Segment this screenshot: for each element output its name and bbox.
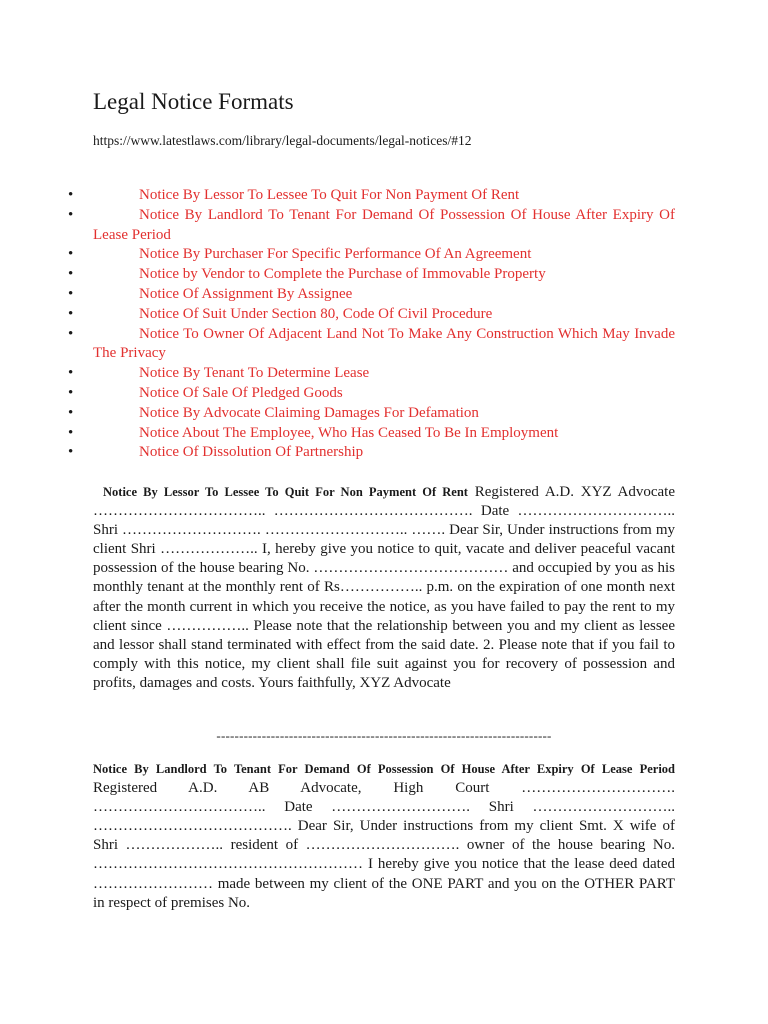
list-item [68, 325, 675, 365]
list-item [68, 384, 675, 404]
bullet-icon: • [68, 187, 74, 203]
bullet-icon: • [68, 285, 74, 302]
bullet-icon: • [68, 444, 74, 461]
section-divider: -------------------------------------------------------------------------- [216, 728, 552, 743]
list-item [68, 305, 675, 325]
list-item [68, 265, 675, 285]
list-item-label: Notice By Purchaser For Specific Performance Of An Agreement [139, 246, 532, 263]
list-item [68, 424, 675, 444]
list-item-label: Notice Of Assignment By Assignee [139, 285, 353, 302]
notice-section-lessor [93, 483, 675, 693]
list-item [68, 245, 675, 265]
list-item-label: Notice To Owner Of Adjacent Land Not To Make Any Construction Which May Invade The Privacy [93, 325, 675, 362]
list-item [68, 186, 675, 206]
source-url-text: https://www.latestlaws.com/library/legal-documents/legal-notices/#12 [93, 133, 472, 148]
list-item [68, 285, 675, 305]
list-item-label: Notice Of Suit Under Section 80, Code Of Civil Procedure [139, 305, 493, 322]
bullet-icon: • [68, 384, 74, 401]
list-item-label: Notice By Landlord To Tenant For Demand Of Possession Of House After Expiry Of Lease Period [93, 206, 675, 243]
list-item [68, 364, 675, 384]
notice-section-landlord [93, 760, 675, 913]
section-body: Registered A.D. AB Advocate, High Court …………………………. …………………………….. Date ………………………. Shri ……………………….. …………………………………. Dear Sir, Under instructions from my client Smt. X wife of Shri ……………….. resident of …………………………. owner of the house bearing No. ……………………………………………… I hereby give you notice that the lease deed dated …………………… made between my client of the ONE PART and you on the OTHER PART in respect of premises No. [93, 780, 675, 911]
list-item-label: Notice Of Dissolution Of Partnership [139, 444, 364, 461]
list-item [68, 206, 675, 246]
section-body: Registered A.D. XYZ Advocate …………………………….. …………………………………. Date ………………………….. Shri ………………………. ……………………….. ……. Dear Sir, Under instructions from my client Shri ……………….. I, hereby give you notice to quit, vacate and deliver peaceful vacant possession of the house bearing No. ………………………………… and occupied by you as his monthly tenant at the monthly rent of Rs…………….. p.m. on the expiration of one month next after the month current in which you receive the notice, as you have failed to pay the rent to my client since …………….. Please note that the relationship between you and my client as lessee and lessor shall stand terminated with effect from the said date. 2. Please note that if you fail to comply with this notice, my client shall file suit against you for recovery of possession and profits, damages and costs. Yours faithfully, XYZ Advocate [93, 484, 675, 691]
bullet-icon: • [68, 246, 74, 263]
list-item-label: Notice About The Employee, Who Has Ceased To Be In Employment [139, 424, 559, 441]
list-item-label: Notice Of Sale Of Pledged Goods [139, 384, 343, 401]
document-title: Legal Notice Formats [93, 89, 294, 114]
bullet-icon: • [68, 325, 74, 342]
bullet-icon: • [68, 404, 74, 421]
bullet-icon: • [68, 365, 74, 382]
list-item [68, 443, 675, 463]
bullet-icon: • [68, 305, 74, 322]
bullet-icon: • [68, 424, 74, 441]
list-item-label: Notice By Tenant To Determine Lease [139, 365, 370, 382]
bullet-icon: • [68, 266, 74, 283]
list-item-label: Notice By Advocate Claiming Damages For Defamation [139, 404, 479, 421]
list-item-label: Notice by Vendor to Complete the Purchase of Immovable Property [139, 266, 546, 283]
bullet-icon: • [68, 206, 74, 223]
section-heading: Notice By Lessor To Lessee To Quit For Non Payment Of Rent [103, 485, 468, 499]
notice-format-list [68, 186, 675, 463]
section-heading: Notice By Landlord To Tenant For Demand Of Possession Of House After Expiry Of Lease Period [93, 762, 675, 776]
list-item [68, 404, 675, 424]
list-item-label: Notice By Lessor To Lessee To Quit For Non Payment Of Rent [139, 187, 520, 203]
